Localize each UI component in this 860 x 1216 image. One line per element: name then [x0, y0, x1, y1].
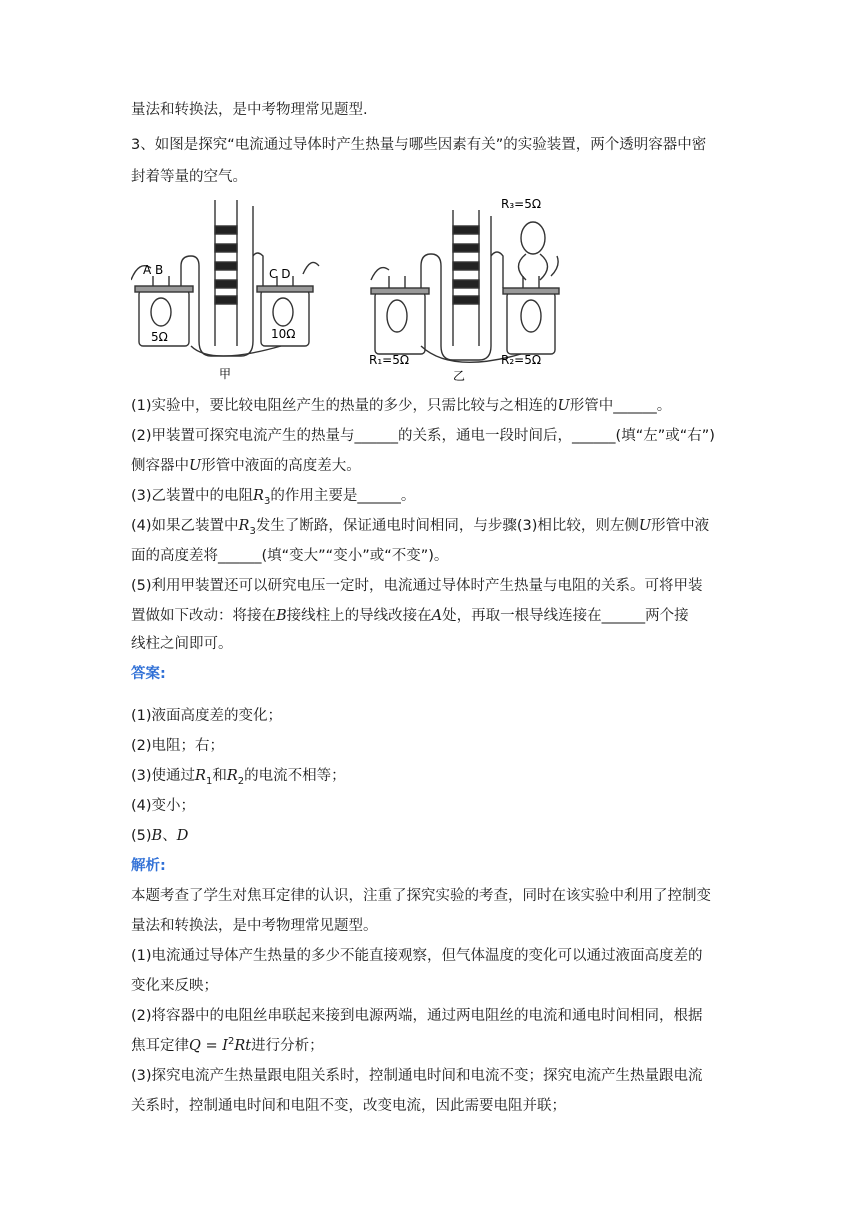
analysis-p3-line1: (2)将容器中的电阻丝串联起来接到电源两端，通过两电阻丝的电流和通电时间相同，根据	[131, 1008, 703, 1024]
caption-yi: 乙	[453, 369, 466, 383]
r2-label: R₂=5Ω	[501, 353, 542, 367]
sub-question-4-line2: 面的高度差将______(填“变大”“变小”或“不变”)。	[131, 548, 449, 564]
answer5-sep: 、	[162, 828, 177, 844]
sub3-text-b: 的作用主要是______。	[270, 488, 416, 504]
answer-label: 答案:	[131, 666, 166, 682]
sub-question-2-line1: (2)甲装置可探究电流产生的热量与______的关系，通电一段时间后，______(填“左”或“右”)	[131, 428, 715, 444]
sub5-text: 置做如下改动：将接在	[131, 608, 276, 624]
formula-sup: 2	[227, 1036, 235, 1048]
caption-jia: 甲	[219, 367, 232, 381]
sub-question-5-line1: (5)利用甲装置还可以研究电压一定时，电流通过导体时产生热量与电阻的关系。可将甲装	[131, 578, 703, 594]
sub2-text: 侧容器中	[131, 458, 189, 474]
sub4-subscript: 3	[249, 525, 256, 537]
answer3-mid: 和	[212, 768, 227, 784]
formula-rt: Rt	[234, 1038, 252, 1054]
analysis-label: 解析:	[131, 858, 166, 874]
sub5-text-c: 处，再取一根导线连接在______两个接	[442, 608, 689, 624]
sub-question-3	[131, 486, 731, 506]
sub1-text-b: 形管中______。	[569, 398, 672, 414]
question-stem-line2: 封着等量的空气。	[131, 169, 247, 185]
sub3-text: (3)乙装置中的电阻	[131, 488, 254, 504]
sub1-text: (1)实验中，要比较电阻丝产生的热量的多少，只需比较与之相连的	[131, 398, 558, 414]
apparatus-diagram	[131, 196, 561, 386]
sub1-var: U	[557, 398, 570, 414]
sub-question-1	[131, 396, 731, 416]
sub3-subscript: 3	[263, 495, 271, 507]
answer-2: (2)电阻；右；	[131, 738, 225, 754]
p3-text-b: 进行分析；	[251, 1038, 324, 1054]
analysis-p2-line1: (1)电流通过导体产生热量的多少不能直接观察，但气体温度的变化可以通过液面高度差的	[131, 948, 703, 964]
answer3-sub1: 1	[205, 775, 213, 787]
answer5-var1: B	[151, 828, 163, 844]
sub2-var: U	[189, 458, 202, 474]
r3-label: R₃=5Ω	[501, 197, 542, 211]
answer-4: (4)变小；	[131, 798, 196, 814]
answer-1: (1)液面高度差的变化；	[131, 708, 283, 724]
left-resistance: 5Ω	[151, 330, 168, 344]
sub4-text-c: 形管中液	[651, 518, 710, 534]
experiment-figure	[131, 196, 561, 386]
analysis-p3-line2	[131, 1036, 731, 1056]
analysis-p4-line2: 关系时，控制通电时间和电阻不变，改变电流，因此需要电阻并联；	[131, 1098, 566, 1114]
sub-question-2-line2	[131, 456, 731, 476]
sub-question-5-line3: 线柱之间即可。	[131, 636, 233, 652]
sub5-var2: A	[431, 608, 443, 624]
sub-question-4-line1	[131, 516, 731, 536]
question-number: 3、	[131, 137, 155, 153]
answer5-text: (5)	[131, 828, 152, 844]
p3-text: 焦耳定律	[131, 1038, 189, 1054]
answer3-var1: R	[195, 768, 206, 784]
label-ab: A B	[143, 263, 164, 277]
answer3-text: (3)使通过	[131, 768, 196, 784]
answer-5	[131, 826, 731, 846]
analysis-p2-line2: 变化来反映；	[131, 978, 218, 994]
sub4-var2: U	[638, 518, 652, 534]
answer5-var2: D	[176, 828, 189, 844]
sub4-text: (4)如果乙装置中	[131, 518, 239, 534]
r1-label: R₁=5Ω	[369, 353, 410, 367]
analysis-p4-line1: (3)探究电流产生热量跟电阻关系时，控制通电时间和电流不变；探究电流产生热量跟电流	[131, 1068, 703, 1084]
sub3-var: R	[253, 488, 264, 504]
right-resistance: 10Ω	[271, 327, 296, 341]
sub2-text-b: 形管中液面的高度差大。	[201, 458, 361, 474]
sub4-var: R	[238, 518, 250, 534]
question-stem-line1	[131, 135, 731, 155]
analysis-p1-line2: 量法和转换法，是中考物理常见题型。	[131, 918, 378, 934]
answer-3	[131, 766, 731, 786]
answer3-var2: R	[226, 768, 238, 784]
formula-q-i: Q = I	[189, 1038, 228, 1054]
sub4-text-b: 发生了断路，保证通电时间相同，与步骤(3)相比较，则左侧	[255, 518, 639, 534]
label-cd: C D	[269, 267, 291, 281]
sub5-text-b: 接线柱上的导线改接在	[286, 608, 432, 624]
intro-tail: 量法和转换法，是中考物理常见题型.	[131, 102, 368, 118]
sub-question-5-line2	[131, 606, 731, 626]
sub5-var: B	[276, 608, 287, 624]
answer3-text-b: 的电流不相等；	[244, 768, 346, 784]
answer3-sub2: 2	[237, 775, 245, 787]
analysis-p1-line1: 本题考查了学生对焦耳定律的认识，注重了探究实验的考查，同时在该实验中利用了控制变	[131, 888, 711, 904]
stem-text: 如图是探究“电流通过导体时产生热量与哪些因素有关”的实验装置，两个透明容器中密	[154, 137, 707, 153]
